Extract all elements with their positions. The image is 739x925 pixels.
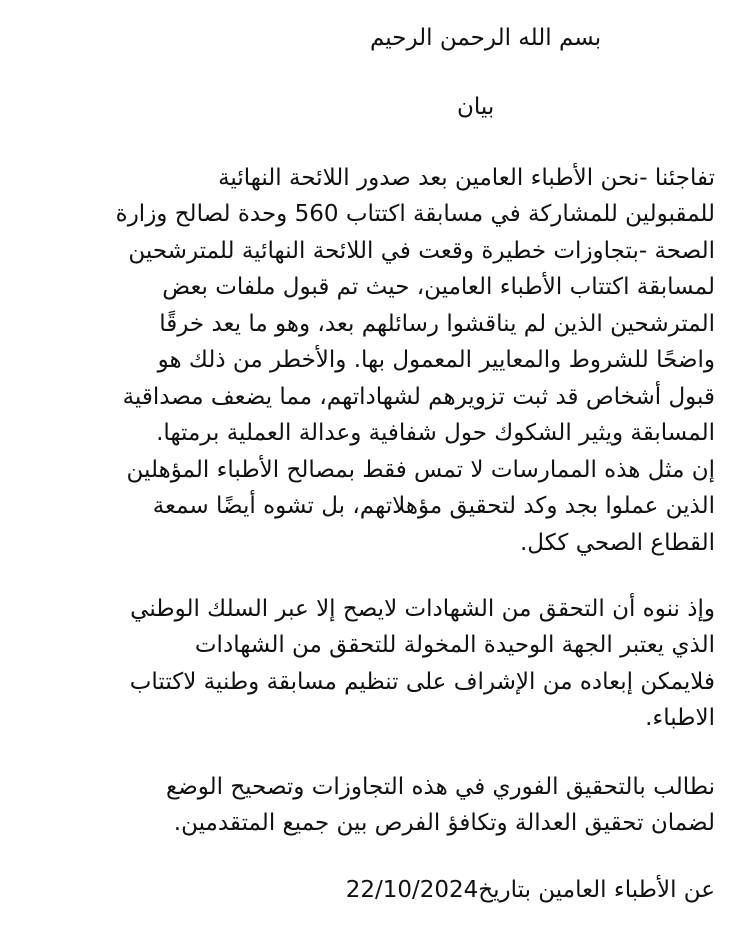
paragraph1-line-4: لمسابقة اكتتاب الأطباء العامين، حيث تم قبول ملفات بعض — [162, 274, 715, 300]
signature-line: عن الأطباء العامين بتاريخ22/10/2024 — [345, 877, 715, 903]
document-title: بيان — [457, 94, 495, 120]
paragraph1-line-11: القطاع الصحي ككل. — [520, 530, 715, 556]
paragraph3-line-1: نطالب بالتحقيق الفوري في هذه التجاوزات وتصحيح الوضع — [165, 774, 715, 800]
paragraph2-line-4: الاطباء. — [645, 705, 715, 731]
paragraph2-line-2: الذي يعتبر الجهة الوحيدة المخولة للتحقق من الشهادات — [194, 632, 715, 658]
paragraph1-line-8: المسابقة ويثير الشكوك حول شفافية وعدالة العملية برمتها. — [156, 420, 715, 446]
paragraph1-line-1: تفاجئنا -نحن الأطباء العامين بعد صدور اللائحة النهائية — [218, 165, 715, 191]
paragraph1-line-3: الصحة -بتجاوزات خطيرة وقعت في اللائحة النهائية للمترشحين — [128, 238, 715, 264]
paragraph1-line-7: قبول أشخاص قد ثبت تزويرهم لشهاداتهم، مما يضعف مصداقية — [122, 384, 715, 410]
paragraph1-line-2: للمقبولين للمشاركة في مسابقة اكتتاب 560 وحدة لصالح وزارة — [115, 201, 715, 227]
paragraph2-line-1: وإذ ننوه أن التحقق من الشهادات لايصح إلا عبر السلك الوطني — [130, 596, 715, 622]
paragraph1-line-10: الذين عملوا بجد وكد لتحقيق مؤهلاتهم، بل تشوه أيضًا سمعة — [152, 493, 715, 519]
paragraph1-line-5: المترشحين الذين لم يناقشوا رسائلهم بعد، وهو ما يعد خرقًا — [159, 311, 715, 337]
paragraph3-line-2: لضمان تحقيق العدالة وتكافؤ الفرص بين جميع المتقدمين. — [173, 810, 715, 836]
paragraph1-line-6: واضحًا للشروط والمعايير المعمول بها. والأخطر من ذلك هو — [157, 347, 715, 373]
paragraph2-line-3: فلايمكن إبعاده من الإشراف على تنظيم مسابقة وطنية لاكتتاب — [129, 669, 715, 695]
paragraph1-line-9: إن مثل هذه الممارسات لا تمس فقط بمصالح الأطباء المؤهلين — [126, 457, 715, 483]
basmala: بسم الله الرحمن الرحيم — [370, 25, 602, 51]
